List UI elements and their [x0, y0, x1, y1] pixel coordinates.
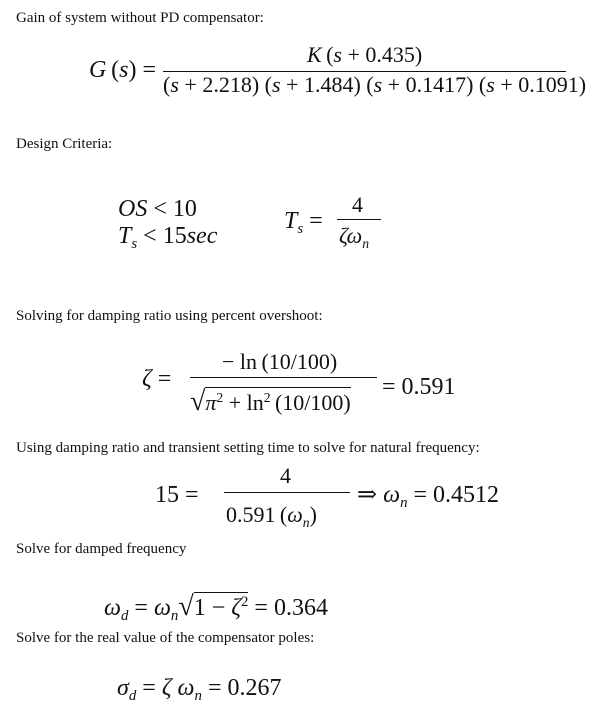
compensator-pole-equation: $\sigma_d = \zeta$ $\omega_n = 0.267$: [117, 675, 282, 705]
zeta-denominator: $√\pi^2 + \ln^2 (10/100)$: [190, 386, 351, 417]
overshoot-criterion: OS < 10: [118, 196, 197, 222]
damped-frequency-heading: Solve for damped frequency: [16, 541, 187, 557]
wn-fraction-bar: [224, 492, 350, 493]
damping-ratio-heading: Solving for damping ratio using percent overshoot:: [16, 308, 323, 324]
zeta-numerator: − ln (10/100): [222, 349, 338, 374]
transfer-function-denominator: (s + 2.218) (s + 1.484) (s + 0.1417) (s + 0.1091): [163, 72, 587, 97]
zeta-lhs: ζ =: [142, 366, 172, 392]
transfer-function-lhs: G (s) =: [89, 57, 157, 83]
natural-frequency-heading: Using damping ratio and transient setting time to solve for natural frequency:: [16, 440, 480, 456]
settling-time-fraction-bar: [337, 219, 381, 220]
wn-result: ⇒ $\omega_n = 0.4512$: [357, 482, 500, 512]
gain-heading: Gain of system without PD compensator:: [16, 10, 264, 26]
wn-numerator: 4: [280, 463, 291, 488]
zeta-fraction-bar: [190, 377, 377, 378]
wn-denominator: 0.591 $(\omega_n)$: [226, 502, 317, 530]
settling-time-formula-denominator: $\zeta\omega_n$: [339, 223, 369, 251]
wn-lhs: 15 =: [155, 482, 199, 508]
compensator-pole-heading: Solve for the real value of the compensator poles:: [16, 630, 315, 646]
design-criteria-heading: Design Criteria:: [16, 136, 113, 152]
zeta-result: = 0.591: [382, 374, 456, 400]
damped-frequency-equation: $\omega_d = \omega_n√1 - \zeta^2 = 0.364$: [104, 591, 328, 625]
settling-time-formula-numerator: 4: [352, 192, 363, 217]
settling-time-criterion: $T_s < 15\sec$: [118, 223, 218, 253]
transfer-function-numerator: K (s + 0.435): [307, 42, 423, 67]
settling-time-formula-lhs: $T_s$ =: [284, 208, 323, 238]
